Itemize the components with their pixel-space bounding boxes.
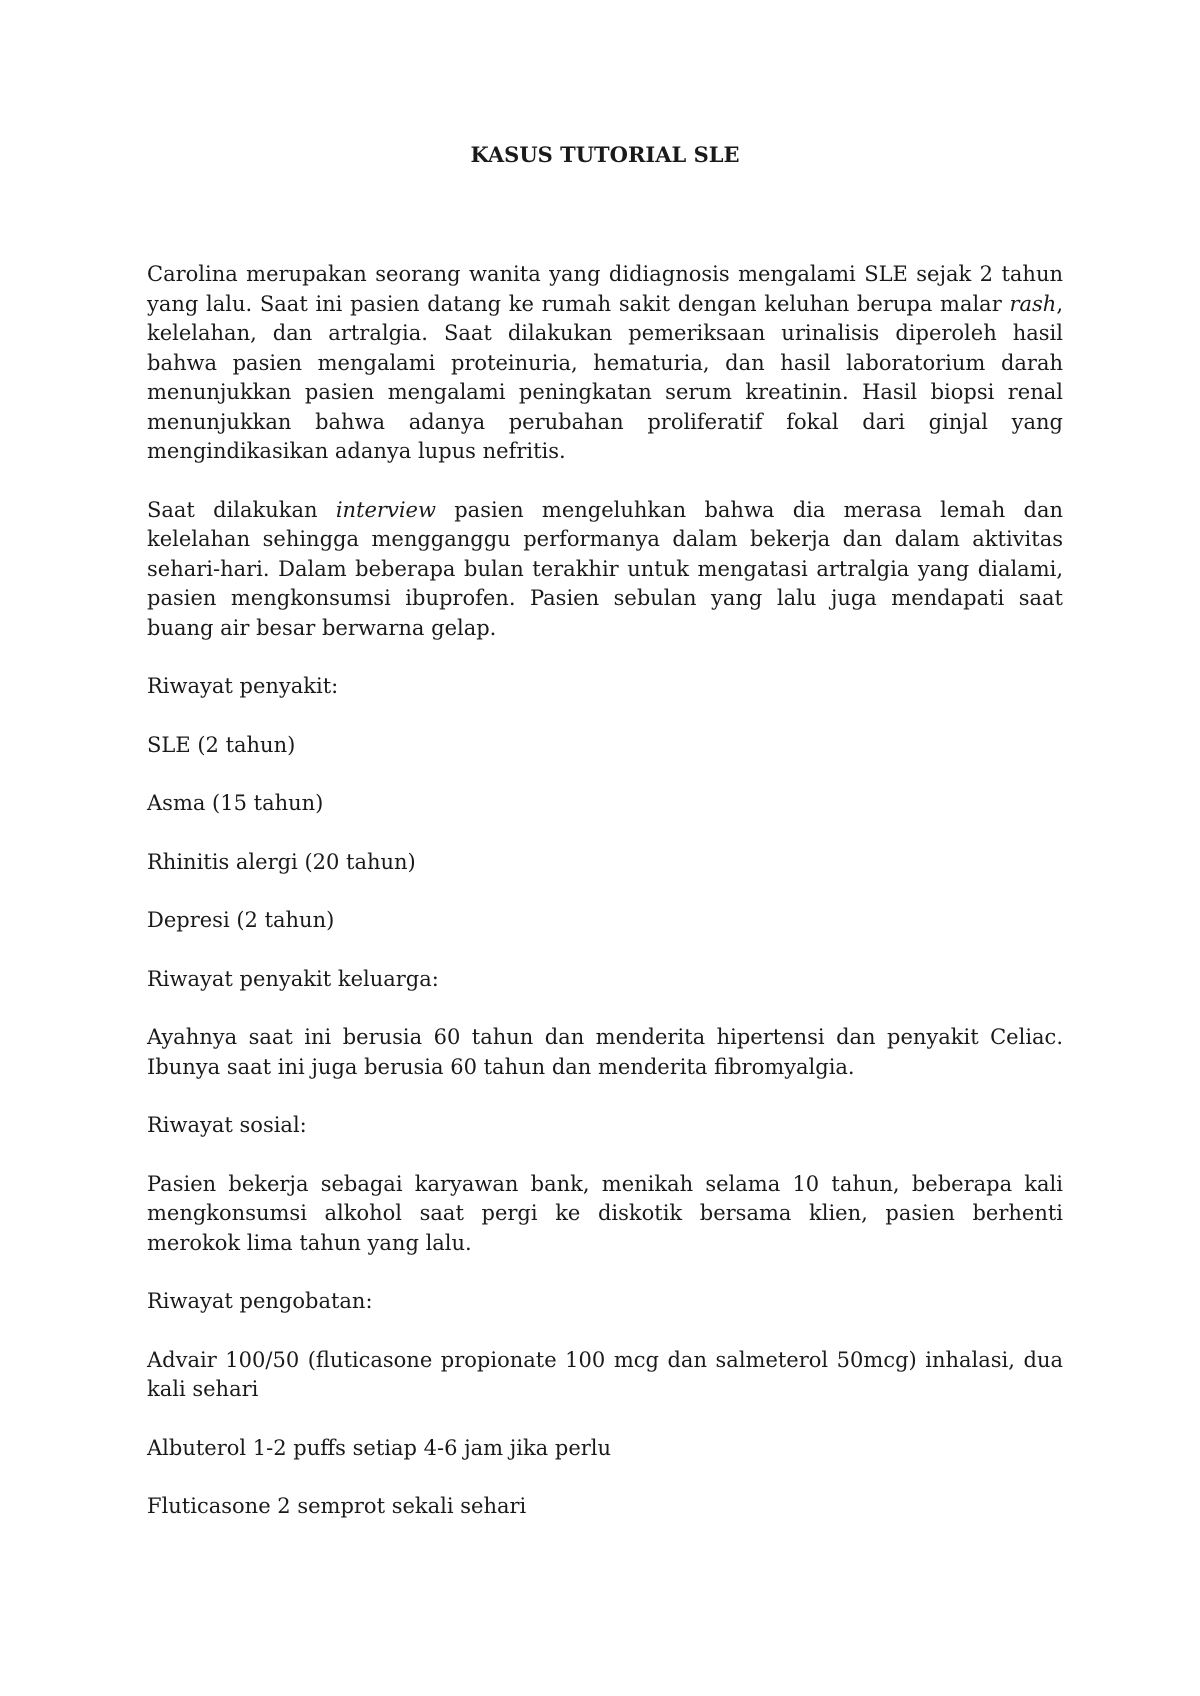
spacer <box>147 819 1063 848</box>
section-heading-riwayat-penyakit: Riwayat penyakit: <box>147 674 339 698</box>
intro-paragraph-2 <box>147 496 1063 644</box>
spacer <box>147 877 1063 906</box>
section-heading-riwayat-sosial: Riwayat sosial: <box>147 1113 307 1137</box>
list-item: SLE (2 tahun) <box>147 732 296 757</box>
spacer <box>147 1317 1063 1346</box>
section-heading-riwayat-keluarga: Riwayat penyakit keluarga: <box>147 966 439 991</box>
spacer <box>147 1258 1063 1287</box>
list-item: Albuterol 1-2 puffs setiap 4-6 jam jika perlu <box>147 1435 612 1460</box>
spacer <box>147 1463 1063 1492</box>
spacer <box>147 1405 1063 1434</box>
document-page <box>147 140 1063 1522</box>
spacer <box>147 1082 1063 1111</box>
list-item: Depresi (2 tahun) <box>147 908 335 932</box>
list-item: Rhinitis alergi (20 tahun) <box>147 849 416 874</box>
section-text-riwayat-keluarga: Ayahnya saat ini berusia 60 tahun dan menderita hipertensi dan penyakit Celiac. Ibunya saat ini juga berusia 60 tahun dan menderita fibromyalgia. <box>147 1025 1063 1079</box>
section-heading-riwayat-pengobatan: Riwayat pengobatan: <box>147 1289 373 1313</box>
intro-text-rest: pasien mengeluhkan bahwa dia merasa lemah dan kelelahan sehingga mengganggu performanya dalam bekerja dan dalam aktivitas sehari-hari. Dalam beberapa bulan terakhir untuk mengatasi artralgia yang dialami, pasien mengkonsumsi ibuprofen. Pasien sebulan yang lalu juga mendapati saat buang air besar berwarna gelap. <box>147 497 1063 640</box>
spacer <box>147 169 1063 260</box>
list-item: Fluticasone 2 semprot sekali sehari <box>147 1494 527 1518</box>
spacer <box>147 760 1063 789</box>
intro-paragraph-1 <box>147 260 1063 467</box>
spacer <box>147 643 1063 672</box>
spacer <box>147 1141 1063 1170</box>
document-title: KASUS TUTORIAL SLE <box>470 142 740 167</box>
spacer <box>147 467 1063 496</box>
section-text-riwayat-sosial: Pasien bekerja sebagai karyawan bank, menikah selama 10 tahun, beberapa kali mengkonsumsi alkohol saat pergi ke diskotik bersama klien, pasien berhenti merokok lima tahun yang lalu. <box>147 1171 1063 1255</box>
list-item: Asma (15 tahun) <box>147 791 324 815</box>
spacer <box>147 994 1063 1023</box>
list-item: Advair 100/50 (fluticasone propionate 100 mcg dan salmeterol 50mcg) inhalasi, dua kali sehari <box>147 1347 1063 1401</box>
spacer <box>147 936 1063 965</box>
intro-text-rest: , kelelahan, dan artralgia. Saat dilakukan pemeriksaan urinalisis diperoleh hasil bahwa pasien mengalami proteinuria, hematuria, dan hasil laboratorium darah menunjukkan pasien mengalami peningkatan serum kreatinin. Hasil biopsi renal menunjukkan bahwa adanya perubahan proliferatif fokal dari ginjal yang mengindikasikan adanya lupus nefritis. <box>147 291 1063 463</box>
intro-text: Saat dilakukan <box>147 497 336 522</box>
spacer <box>147 702 1063 731</box>
intro-text: Carolina merupakan seorang wanita yang didiagnosis mengalami SLE sejak 2 tahun yang lalu. Saat ini pasien datang ke rumah sakit dengan keluhan berupa malar <box>147 262 1063 316</box>
intro-emphasis: interview <box>335 497 436 522</box>
intro-emphasis: rash <box>1009 291 1057 316</box>
